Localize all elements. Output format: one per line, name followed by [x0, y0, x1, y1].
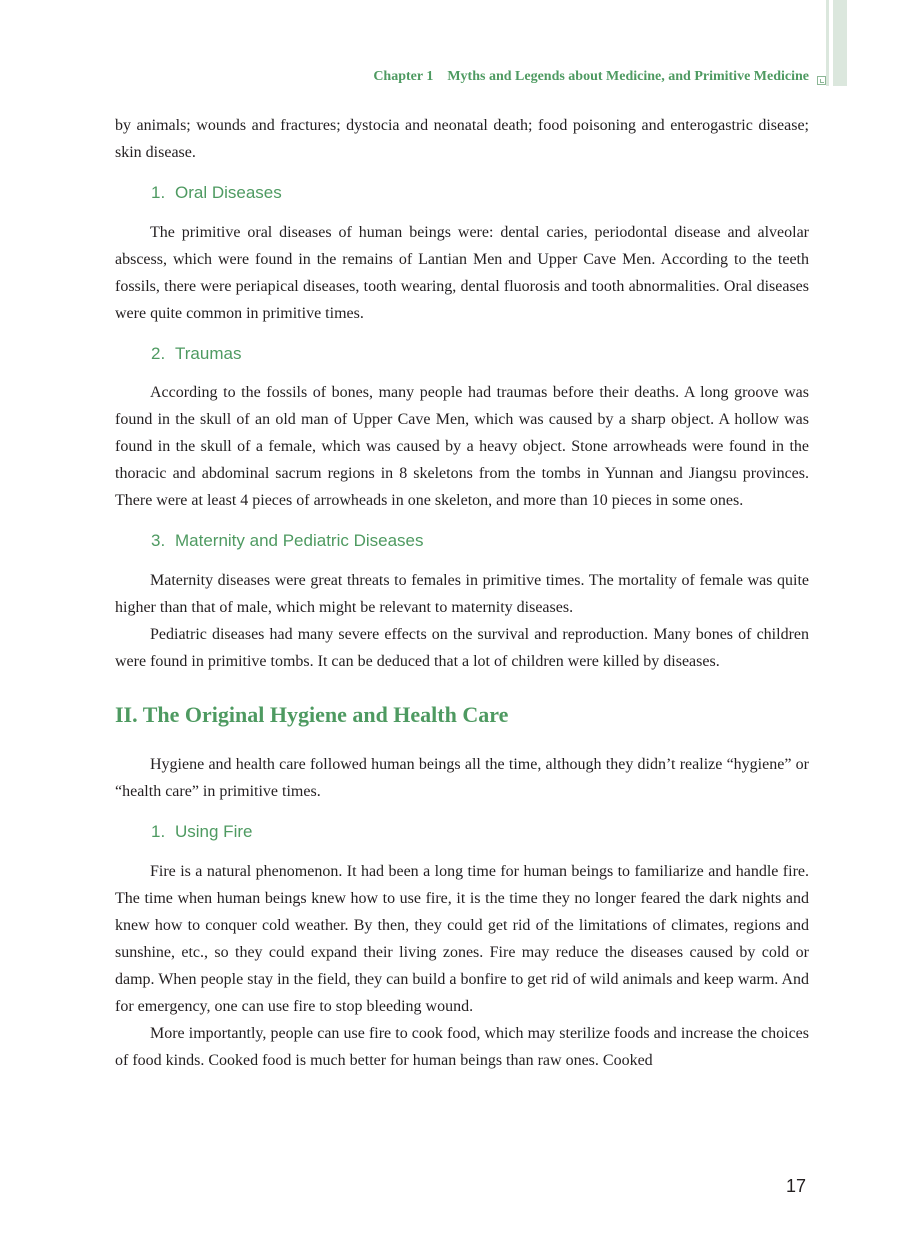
- section-title: Oral Diseases: [175, 183, 282, 202]
- section-number: 3.: [151, 531, 166, 550]
- section-heading-using-fire: [151, 819, 809, 845]
- paragraph: Pediatric diseases had many severe effects on the survival and reproduction. Many bones of children were found in primitive tombs. It can be deduced that a lot of children were killed by diseases.: [115, 626, 809, 670]
- page-number: 17: [785, 1176, 806, 1196]
- section-heading-maternity-pediatric: [151, 528, 809, 554]
- paragraph: More importantly, people can use fire to cook food, which may sterilize foods and increase the choices of food kinds. Cooked food is much better for human beings than raw ones. Cooked: [115, 1025, 809, 1069]
- section-heading-traumas: [151, 341, 809, 367]
- paragraph: Maternity diseases were great threats to females in primitive times. The mortality of female was quite higher than that of male, which might be relevant to maternity diseases.: [115, 572, 809, 616]
- page-content: [115, 112, 809, 1074]
- running-header: Chapter 1 Myths and Legends about Medicine, and Primitive Medicine: [373, 69, 809, 84]
- section-title: Maternity and Pediatric Diseases: [175, 531, 424, 550]
- section-title: Traumas: [175, 344, 242, 363]
- intro-paragraph: by animals; wounds and fractures; dystocia and neonatal death; food poisoning and enterogastric disease; skin disease.: [115, 117, 809, 161]
- header-ornament-icon: [817, 76, 826, 85]
- section-number: 1.: [151, 822, 166, 841]
- paragraph: Fire is a natural phenomenon. It had been a long time for human beings to familiarize and handle fire. The time when human beings knew how to use fire, it is the time they no longer feared the dark nights and knew how to conquer cold weather. By then, they could get rid of the limitations of climates, regions and sunshine, etc., so they could expand their living zones. Fire may reduce the diseases caused by cold or damp. When people stay in the field, they can build a bonfire to get rid of wild animals and keep warm. And for emergency, one can use fire to stop bleeding wound.: [115, 863, 809, 1015]
- paragraph: According to the fossils of bones, many people had traumas before their deaths. A long groove was found in the skull of an old man of Upper Cave Men, which was caused by a sharp object. A hollow was found in the skull of a female, which was caused by a heavy object. Stone arrowheads were found in the thoracic and abdominal sacrum regions in 8 skeletons from the tombs in Yunnan and Jiangsu provinces. There were at least 4 pieces of arrowheads in one skeleton, and more than 10 pieces in some ones.: [115, 384, 809, 509]
- section-number: 1.: [151, 183, 166, 202]
- major-heading: II. The Original Hygiene and Health Care: [115, 702, 509, 727]
- section-title: Using Fire: [175, 822, 253, 841]
- margin-decoration-bar: [833, 0, 847, 86]
- section-number: 2.: [151, 344, 166, 363]
- paragraph: The primitive oral diseases of human beings were: dental caries, periodontal disease and alveolar abscess, which were found in the remains of Lantian Men and Upper Cave Men. According to the teeth fossils, there were periapical diseases, tooth wearing, dental fluorosis and tooth abnormalities. Oral diseases were quite common in primitive times.: [115, 224, 809, 322]
- margin-decoration-line: [826, 0, 829, 86]
- paragraph: Hygiene and health care followed human beings all the time, although they didn’t realize “hygiene” or “health care” in primitive times.: [115, 756, 809, 800]
- section-heading-oral-diseases: [151, 180, 809, 206]
